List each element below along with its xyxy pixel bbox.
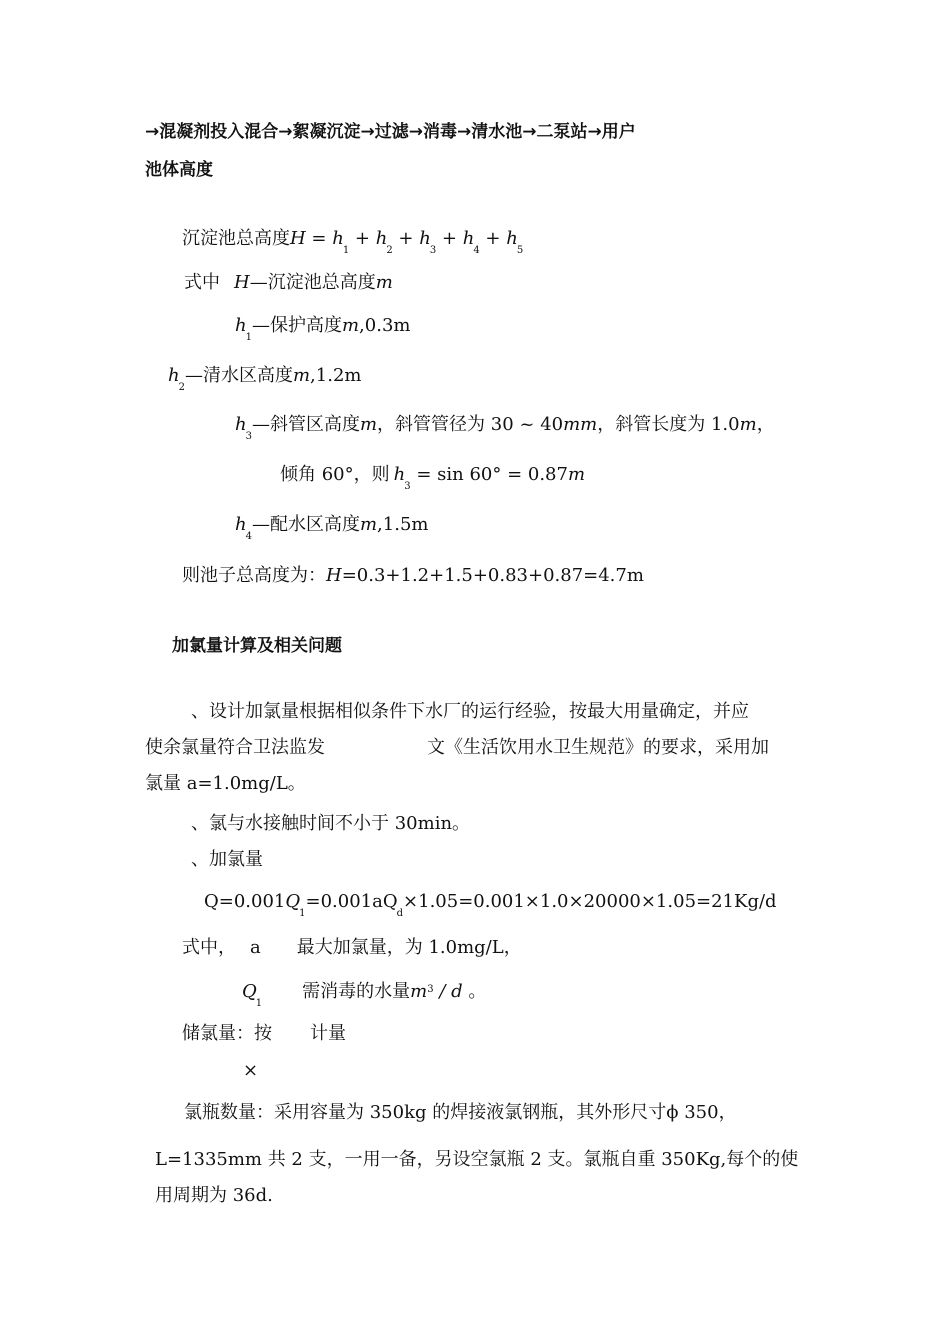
bottle-line2: L=1335mm 共 2 支，一用一备，另设空氯瓶 2 支。氯瓶自重 350Kg,每个的使	[155, 1149, 799, 1170]
section-heading-tank-height: 池体高度	[145, 160, 213, 180]
process-flow-line: →混凝剂投入混合→絮凝沉淀→过滤→消毒→清水池→二泵站→用户	[145, 122, 636, 142]
para1-line3: 氯量 a=1.0mg/L。	[145, 773, 306, 794]
formula-total-height: 沉淀池总高度$H = h_1 + h_2 + h_3 + h_4 + h_5$	[182, 228, 524, 256]
section-heading-chlorine: 加氯量计算及相关问题	[172, 636, 342, 656]
h4-line: $h_4—$配水区高度m,1.5m	[235, 514, 429, 542]
formula-label: 沉淀池总高度	[182, 228, 290, 249]
bottle-line1: 氯瓶数量：采用容量为 350kg 的焊接液氯钢瓶，其外形尺寸ϕ 350，	[184, 1102, 737, 1123]
para1-line2a: 使余氯量符合卫法监发	[145, 737, 325, 758]
where-a-line: 式中， a 最大加氯量，为 1.0mg/L，	[182, 937, 522, 958]
para3: 、加氯量	[191, 849, 263, 870]
bottle-line3: 用周期为 36d.	[155, 1185, 273, 1206]
times-symbol: ×	[243, 1060, 259, 1081]
q1-line: $Q_1$需消毒的水量$m^3$ / d 。	[242, 981, 487, 1009]
storage-line: 储氯量：按 计量	[182, 1023, 346, 1044]
h2-line: $h_2—$清水区高度m,1.2m	[168, 365, 362, 393]
h1-line: $h_1—$保护高度m,0.3m	[235, 315, 411, 343]
para1-line1: 、设计加氯量根据相似条件下水厂的运行经验，按最大用量确定，并应	[191, 701, 749, 722]
formula-lhs: H	[290, 228, 306, 249]
where-line: 式中 H—沉淀池总高度m	[184, 272, 393, 293]
formula-chlorine-dose: $Q=0.001Q_1=0.001aQ_d\times 1.05=0.001\times 1.0\times 20000\times 1.05=21Kg/d$	[204, 891, 777, 919]
h3-line: $h_3—$斜管区高度m，斜管管径为 30 ~ 40mm，斜管长度为 1.0m，	[235, 414, 775, 442]
angle-line: 倾角 60°，则 $h_3 = \sin 60^\circ = 0.87m$	[280, 464, 586, 492]
para2: 、氯与水接触时间不小于 30min。	[191, 813, 471, 834]
total-height-line: 则池子总高度为：H=0.3+1.2+1.5+0.83+0.87=4.7m	[182, 565, 644, 586]
para1-line2b: 文《生活饮用水卫生规范》的要求，采用加	[427, 737, 769, 758]
